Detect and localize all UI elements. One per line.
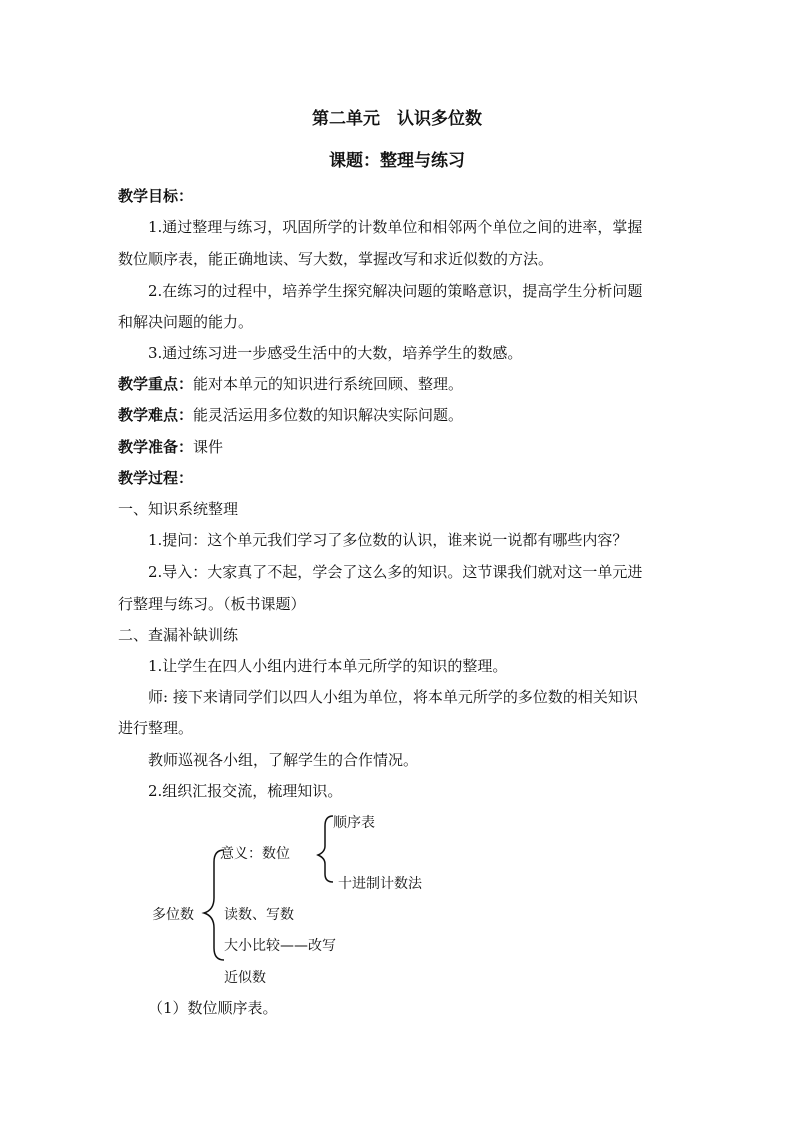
lesson-subtitle: 课题：整理与练习 <box>329 151 465 171</box>
sub-brace <box>318 816 333 882</box>
section-1-heading: 一、知识系统整理 <box>118 500 239 518</box>
footer-item: （1）数位顺序表。 <box>148 999 278 1017</box>
section-2-teacher-line-1: 师: 接下来请同学们以四人小组为单位，将本单元所学的多位数的相关知识 <box>148 688 638 706</box>
diagram-compare: 大小比较——改写 <box>224 938 336 954</box>
diagram-decimal-system: 十进制计数法 <box>338 876 422 892</box>
section-2-heading: 二、查漏补缺训练 <box>118 626 239 644</box>
section-1-item-1: 1.提问：这个单元我们学习了多位数的认识，谁来说一说都有哪些内容？ <box>148 531 628 549</box>
diagram-order-table: 顺序表 <box>333 815 375 831</box>
objective-2-line-2: 和解决问题的能力。 <box>118 313 254 331</box>
diagram-approx: 近似数 <box>224 970 266 986</box>
key-point-label: 教学重点： <box>118 375 194 393</box>
main-brace <box>204 850 224 960</box>
section-2-patrol: 教师巡视各小组，了解学生的合作情况。 <box>148 751 419 769</box>
process-heading: 教学过程： <box>118 469 194 487</box>
diagram-root: 多位数 <box>152 907 194 923</box>
objectives-heading: 教学目标： <box>118 187 194 205</box>
preparation-text: 课件 <box>193 438 224 456</box>
preparation-label: 教学准备： <box>118 438 194 456</box>
objective-2-line-1: 2.在练习的过程中，培养学生探究解决问题的策略意识，提高学生分析问题 <box>148 282 643 300</box>
section-2-item-2: 2.组织汇报交流，梳理知识。 <box>148 782 343 800</box>
difficulty-text: 能灵活运用多位数的知识解决实际问题。 <box>193 406 464 424</box>
section-2-teacher-line-2: 进行整理。 <box>118 719 194 737</box>
objective-1-line-1: 1.通过整理与练习，巩固所学的计数单位和相邻两个单位之间的进率，掌握 <box>148 218 643 236</box>
page-title: 第二单元 认识多位数 <box>312 109 482 129</box>
objective-3: 3.通过练习进一步感受生活中的大数，培养学生的数感。 <box>148 344 523 362</box>
diagram-meaning: 意义：数位 <box>220 846 290 862</box>
diagram-read-write: 读数、写数 <box>224 907 294 923</box>
objective-1-line-2: 数位顺序表，能正确地读、写大数，掌握改写和求近似数的方法。 <box>118 250 554 268</box>
section-1-item-2-line-1: 2.导入：大家真了不起，学会了这么多的知识。这节课我们就对这一单元进 <box>148 563 643 581</box>
section-2-item-1: 1.让学生在四人小组内进行本单元所学的知识的整理。 <box>148 657 508 675</box>
key-point-text: 能对本单元的知识进行系统回顾、整理。 <box>193 375 464 393</box>
difficulty-label: 教学难点： <box>118 406 194 424</box>
section-1-item-2-line-2: 行整理与练习。（板书课题） <box>118 595 306 613</box>
